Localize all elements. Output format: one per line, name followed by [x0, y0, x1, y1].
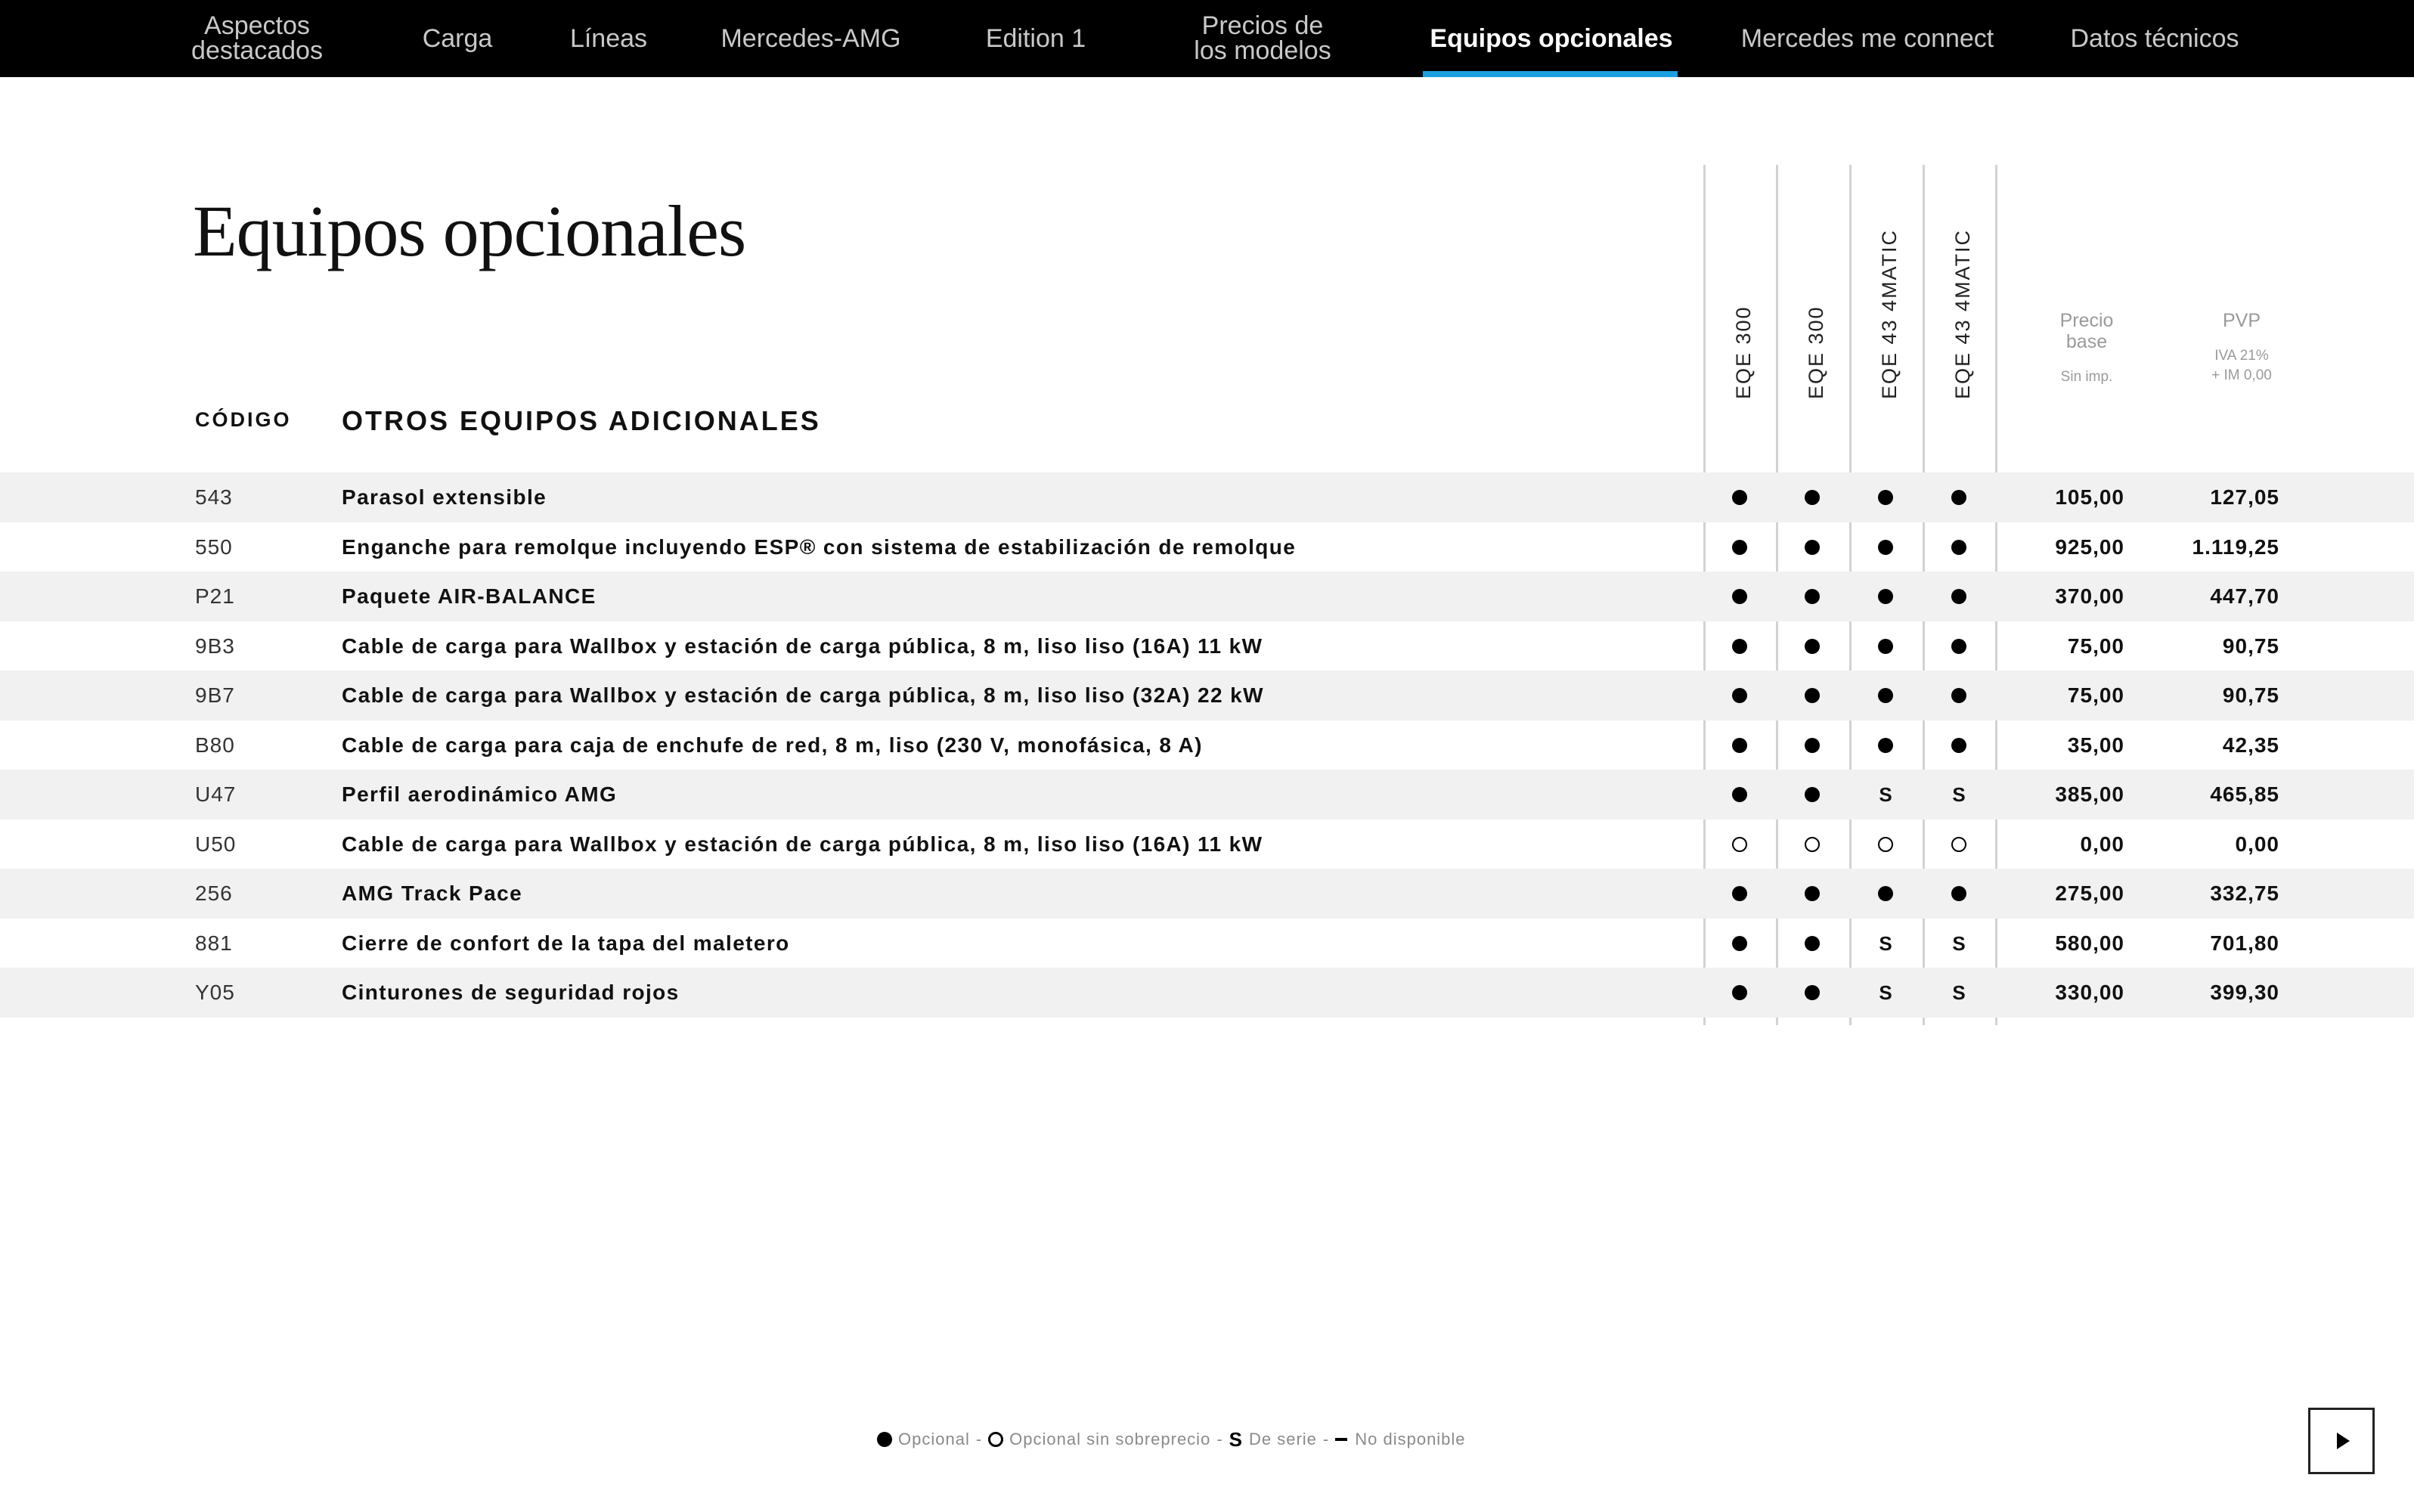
next-page-button[interactable] — [2308, 1408, 2375, 1474]
open-circle-icon — [988, 1432, 1003, 1447]
availability-cell — [1703, 919, 1776, 968]
availability-cell — [1776, 869, 1848, 919]
option-description: Cierre de confort de la tapa del maletero — [342, 931, 790, 955]
option-description: Cable de carga para Wallbox y estación de carga pública, 8 m, liso liso (16A) 11 kW — [342, 832, 1263, 856]
table-row — [0, 820, 2414, 869]
availability-cell — [1703, 472, 1776, 522]
price-base-label: Precio — [2059, 310, 2114, 331]
table-row — [0, 472, 2414, 522]
filled-dot-icon — [1878, 490, 1893, 505]
availability-cell — [1923, 572, 1995, 621]
standard-mark: S — [1952, 981, 1966, 1004]
filled-dot-icon — [1805, 639, 1820, 654]
availability-cell — [1923, 919, 1995, 968]
table-row — [0, 869, 2414, 919]
pvp-value: 701,80 — [2210, 931, 2279, 955]
table-row — [0, 919, 2414, 968]
pvp-label: PVP — [2222, 310, 2261, 331]
filled-dot-icon — [1805, 540, 1820, 555]
availability-cell — [1849, 522, 1922, 572]
availability-cell — [1923, 671, 1995, 720]
option-description: Cable de carga para Wallbox y estación de carga pública, 8 m, liso liso (16A) 11 kW — [342, 634, 1263, 658]
availability-cell — [1849, 968, 1922, 1018]
price-base-value: 385,00 — [2055, 782, 2124, 806]
table-row — [0, 621, 2414, 671]
play-triangle-icon — [2337, 1433, 2350, 1449]
filled-dot-icon — [1878, 738, 1893, 753]
page-title: Equipos opcionales — [193, 191, 746, 271]
legend-standard: De serie — [1248, 1430, 1317, 1448]
pvp-value: 42,35 — [2222, 733, 2279, 757]
availability-cell — [1923, 522, 1995, 572]
availability-cell — [1923, 770, 1995, 820]
price-base-value: 275,00 — [2055, 881, 2124, 905]
price-base-value: 330,00 — [2055, 981, 2124, 1004]
price-base-value: 925,00 — [2055, 535, 2124, 559]
availability-cell — [1776, 522, 1848, 572]
option-code: 256 — [195, 881, 233, 905]
availability-cell — [1923, 720, 1995, 770]
filled-dot-icon — [1951, 639, 1966, 654]
filled-dot-icon — [1878, 589, 1893, 604]
pvp-value: 0,00 — [2235, 832, 2279, 856]
pvp-header — [2192, 310, 2291, 386]
availability-cell — [1776, 720, 1848, 770]
model-header-eqe-43-4matic: EQE 43 4MATIC — [1951, 228, 1974, 399]
filled-dot-icon — [1805, 688, 1820, 703]
table-row — [0, 572, 2414, 621]
standard-mark: S — [1952, 782, 1966, 806]
option-description: Enganche para remolque incluyendo ESP® con sistema de estabilización de remolque — [342, 535, 1297, 559]
standard-mark: S — [1879, 981, 1892, 1004]
standard-mark: S — [1952, 931, 1966, 955]
standard-symbol: S — [1229, 1427, 1243, 1451]
filled-dot-icon — [1951, 589, 1966, 604]
filled-dot-icon — [1805, 787, 1820, 802]
availability-cell — [1849, 621, 1922, 671]
nav-item-datos-tecnicos[interactable]: Datos técnicos — [2070, 23, 2239, 53]
filled-dot-icon — [1732, 936, 1747, 951]
filled-dot-icon — [1878, 639, 1893, 654]
legend-separator: - — [975, 1430, 983, 1448]
availability-cell — [1923, 472, 1995, 522]
availability-cell — [1703, 968, 1776, 1018]
filled-dot-icon — [1878, 886, 1893, 901]
availability-cell — [1849, 919, 1922, 968]
filled-dot-icon — [1732, 490, 1747, 505]
price-base-value: 370,00 — [2055, 584, 2124, 608]
price-base-value: 0,00 — [2080, 832, 2124, 856]
pvp-note: IVA 21% — [2214, 348, 2269, 364]
table-row — [0, 720, 2414, 770]
price-base-label: base — [2065, 331, 2108, 352]
price-base-header — [2037, 310, 2136, 387]
filled-dot-icon — [1805, 886, 1820, 901]
nav-item-equipos-opcionales[interactable]: Equipos opcionales — [1430, 23, 1673, 53]
availability-cell — [1703, 671, 1776, 720]
open-circle-icon — [1805, 837, 1820, 852]
pvp-value: 127,05 — [2210, 485, 2279, 509]
availability-cell — [1703, 869, 1776, 919]
option-code: 9B7 — [195, 683, 235, 707]
availability-cell — [1849, 572, 1922, 621]
pvp-value: 399,30 — [2210, 981, 2279, 1004]
nav-item-mercedes-me-connect[interactable]: Mercedes me connect — [1740, 23, 1994, 53]
option-description: Paquete AIR-BALANCE — [342, 584, 597, 608]
pvp-value: 90,75 — [2222, 683, 2279, 707]
option-description: Cable de carga para caja de enchufe de red, 8 m, liso (230 V, monofásica, 8 A) — [342, 733, 1203, 757]
filled-dot-icon — [877, 1432, 892, 1447]
option-description: Parasol extensible — [342, 485, 547, 509]
model-header-eqe-300: EQE 300 — [1805, 305, 1827, 399]
availability-cell — [1923, 820, 1995, 869]
model-header-eqe-43-4matic: EQE 43 4MATIC — [1878, 228, 1901, 399]
option-code: U47 — [195, 782, 237, 806]
availability-cell — [1776, 621, 1848, 671]
filled-dot-icon — [1951, 490, 1966, 505]
legend-separator: - — [1216, 1430, 1223, 1448]
availability-cell — [1703, 720, 1776, 770]
availability-cell — [1923, 968, 1995, 1018]
pvp-value: 1.119,25 — [2192, 535, 2279, 559]
option-code: Y05 — [195, 981, 235, 1004]
availability-cell — [1703, 572, 1776, 621]
legend-separator: - — [1322, 1430, 1330, 1448]
availability-cell — [1923, 869, 1995, 919]
availability-cell — [1776, 472, 1848, 522]
price-base-value: 75,00 — [2067, 683, 2124, 707]
section-header: OTROS EQUIPOS ADICIONALES — [342, 405, 821, 436]
table-row — [0, 968, 2414, 1018]
filled-dot-icon — [1805, 589, 1820, 604]
availability-cell — [1849, 671, 1922, 720]
nav-item-lineas[interactable]: Líneas — [569, 23, 648, 53]
option-description: Perfil aerodinámico AMG — [342, 782, 618, 806]
filled-dot-icon — [1951, 540, 1966, 555]
filled-dot-icon — [1732, 540, 1747, 555]
pvp-value: 90,75 — [2222, 634, 2279, 658]
filled-dot-icon — [1878, 540, 1893, 555]
filled-dot-icon — [1732, 589, 1747, 604]
availability-cell — [1849, 720, 1922, 770]
option-code: 543 — [195, 485, 233, 509]
model-header-eqe-300: EQE 300 — [1732, 305, 1755, 399]
filled-dot-icon — [1732, 688, 1747, 703]
table-row — [0, 671, 2414, 720]
legend-optional-free: Opcional sin sobreprecio — [1009, 1430, 1211, 1448]
price-base-value: 580,00 — [2055, 931, 2124, 955]
availability-cell — [1849, 770, 1922, 820]
option-code: 881 — [195, 931, 233, 955]
option-description: Cinturones de seguridad rojos — [342, 981, 680, 1004]
availability-cell — [1776, 770, 1848, 820]
pvp-value: 332,75 — [2210, 881, 2279, 905]
legend-unavailable: No disponible — [1355, 1430, 1466, 1448]
table-row — [0, 522, 2414, 572]
filled-dot-icon — [1805, 985, 1820, 1000]
availability-cell — [1703, 522, 1776, 572]
availability-cell — [1776, 919, 1848, 968]
availability-cell — [1703, 621, 1776, 671]
code-column-header: CÓDIGO — [195, 408, 292, 431]
option-description: Cable de carga para Wallbox y estación de carga pública, 8 m, liso liso (32A) 22 kW — [342, 683, 1264, 707]
open-circle-icon — [1732, 837, 1747, 852]
nav-item-carga[interactable]: Carga — [422, 23, 493, 53]
availability-cell — [1849, 820, 1922, 869]
option-code: P21 — [195, 584, 235, 608]
filled-dot-icon — [1732, 985, 1747, 1000]
filled-dot-icon — [1951, 886, 1966, 901]
dash-icon — [1335, 1438, 1347, 1441]
nav-item-aspectos-destacados[interactable]: Aspectos destacados — [191, 11, 323, 65]
filled-dot-icon — [1805, 490, 1820, 505]
pvp-value: 447,70 — [2210, 584, 2279, 608]
filled-dot-icon — [1951, 738, 1966, 753]
filled-dot-icon — [1732, 787, 1747, 802]
option-code: 550 — [195, 535, 233, 559]
availability-cell — [1849, 472, 1922, 522]
availability-cell — [1703, 820, 1776, 869]
nav-item-precios-modelos[interactable]: Precios de los modelos — [1194, 11, 1331, 65]
filled-dot-icon — [1878, 688, 1893, 703]
top-navigation — [0, 0, 2414, 77]
availability-cell — [1923, 621, 1995, 671]
availability-cell — [1703, 770, 1776, 820]
option-description: AMG Track Pace — [342, 881, 523, 905]
legend — [877, 1426, 1466, 1453]
open-circle-icon — [1878, 837, 1893, 852]
price-base-value: 35,00 — [2067, 733, 2124, 757]
open-circle-icon — [1951, 837, 1966, 852]
price-base-value: 75,00 — [2067, 634, 2124, 658]
filled-dot-icon — [1805, 738, 1820, 753]
standard-mark: S — [1879, 782, 1892, 806]
filled-dot-icon — [1732, 886, 1747, 901]
option-code: B80 — [195, 733, 235, 757]
pvp-value: 465,85 — [2210, 782, 2279, 806]
availability-cell — [1776, 671, 1848, 720]
filled-dot-icon — [1732, 738, 1747, 753]
legend-optional: Opcional — [898, 1430, 970, 1448]
active-tab-indicator — [1423, 71, 1678, 77]
table-row — [0, 770, 2414, 820]
pvp-note: + IM 0,00 — [2211, 367, 2272, 383]
availability-cell — [1776, 968, 1848, 1018]
nav-item-edition-1[interactable]: Edition 1 — [985, 23, 1086, 53]
option-code: 9B3 — [195, 634, 235, 658]
filled-dot-icon — [1805, 936, 1820, 951]
filled-dot-icon — [1732, 639, 1747, 654]
availability-cell — [1776, 820, 1848, 869]
availability-cell — [1849, 869, 1922, 919]
availability-cell — [1776, 572, 1848, 621]
price-base-value: 105,00 — [2055, 485, 2124, 509]
filled-dot-icon — [1951, 688, 1966, 703]
standard-mark: S — [1879, 931, 1892, 955]
nav-item-mercedes-amg[interactable]: Mercedes-AMG — [720, 23, 901, 53]
option-code: U50 — [195, 832, 237, 856]
price-base-note: Sin imp. — [2060, 369, 2113, 385]
